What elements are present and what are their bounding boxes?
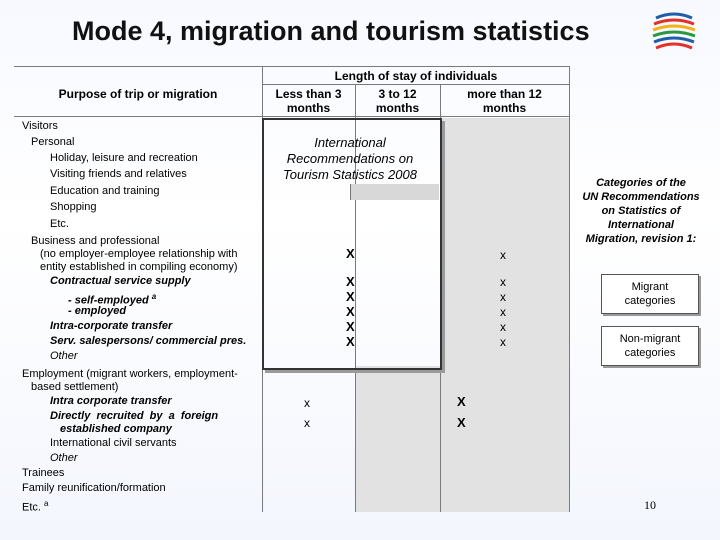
row-business-note-2: entity established in compiling economy) (40, 261, 238, 273)
etc-2-label: Etc. (22, 501, 41, 514)
row-directly-2: established company (60, 423, 172, 435)
legend-migrant-label: Migrant categories (624, 281, 676, 307)
table-header-rule (14, 116, 570, 117)
mark-serv-3-12: X (346, 334, 355, 349)
row-employment-2: based settlement) (31, 381, 119, 393)
row-employment-1: Employment (migrant workers, employment- (22, 368, 238, 380)
row-education: Education and training (50, 185, 160, 197)
row-personal: Personal (31, 136, 75, 148)
row-employed: - employed (68, 305, 127, 317)
legend-migrant (601, 274, 699, 314)
un-categories-caption: Categories of the UN Recommendations on Statistics of International Migration, revision 1: (582, 177, 700, 245)
slide-title: Mode 4, migration and tourism statistics (72, 16, 590, 46)
row-directly-1: Directly recruited by a foreign (50, 410, 219, 422)
mark-employed-12plus: x (500, 305, 506, 319)
mark-intra2-less3: x (304, 396, 310, 410)
row-shopping: Shopping (50, 201, 97, 213)
mark-intra-3-12: X (346, 319, 355, 334)
row-other-1: Other (50, 350, 78, 362)
mark-employed-3-12: X (346, 304, 355, 319)
mark-self-employed-3-12: X (346, 289, 355, 304)
mark-directly-less3: x (304, 416, 310, 430)
mark-business-12plus: x (500, 248, 506, 262)
footnote-a-1: a (151, 292, 157, 301)
row-etc-1: Etc. (50, 218, 69, 230)
mark-serv-12plus: x (500, 335, 506, 349)
row-business: Business and professional (31, 235, 160, 247)
mark-intra2-12plus: X (457, 394, 466, 409)
row-family: Family reunification/formation (22, 482, 166, 494)
row-visiting: Visiting friends and relatives (50, 168, 187, 180)
row-holiday: Holiday, leisure and recreation (50, 152, 198, 164)
page-number: 10 (644, 498, 656, 512)
irts-label: International Recommendations on Tourism Statistics 2008 (283, 135, 417, 182)
row-business-note-1: (no employer-employee relationship with (40, 248, 238, 260)
header-more-than-12: more than 12 months (467, 87, 542, 115)
mark-business-3-12: X (346, 246, 355, 261)
header-purpose: Purpose of trip or migration (58, 87, 218, 101)
footnote-a-2: a (44, 499, 49, 508)
wto-logo-icon (648, 8, 700, 60)
legend-non-migrant (601, 326, 699, 366)
row-visitors: Visitors (22, 120, 58, 132)
row-trainees: Trainees (22, 467, 65, 479)
row-intl-civil: International civil servants (50, 437, 177, 449)
row-etc-2 (22, 497, 48, 515)
row-intra-corporate-1: Intra-corporate transfer (50, 320, 173, 332)
header-less-than-3: Less than 3 months (275, 87, 342, 115)
row-contractual: Contractual service supply (50, 275, 191, 287)
mark-directly-12plus: X (457, 415, 466, 430)
header-3-to-12: 3 to 12 months (375, 87, 420, 115)
mark-self-employed-12plus: x (500, 290, 506, 304)
shade-col2-lower (355, 366, 440, 512)
row-intra-corporate-2: Intra corporate transfer (50, 395, 172, 407)
self-employed-label: - self-employed (68, 294, 149, 307)
mark-contractual-3-12: X (346, 274, 355, 289)
table-top-rule (14, 66, 570, 67)
mark-intra-12plus: x (500, 320, 506, 334)
table-right-edge (569, 66, 570, 512)
row-serv-salespersons: Serv. salespersons/ commercial pres. (50, 335, 247, 347)
row-other-2: Other (50, 452, 78, 464)
legend-non-migrant-label: Non-migrant categories (619, 333, 681, 359)
mark-contractual-12plus: x (500, 275, 506, 289)
header-length-of-stay: Length of stay of individuals (334, 69, 498, 83)
table-subheader-rule (262, 84, 570, 85)
